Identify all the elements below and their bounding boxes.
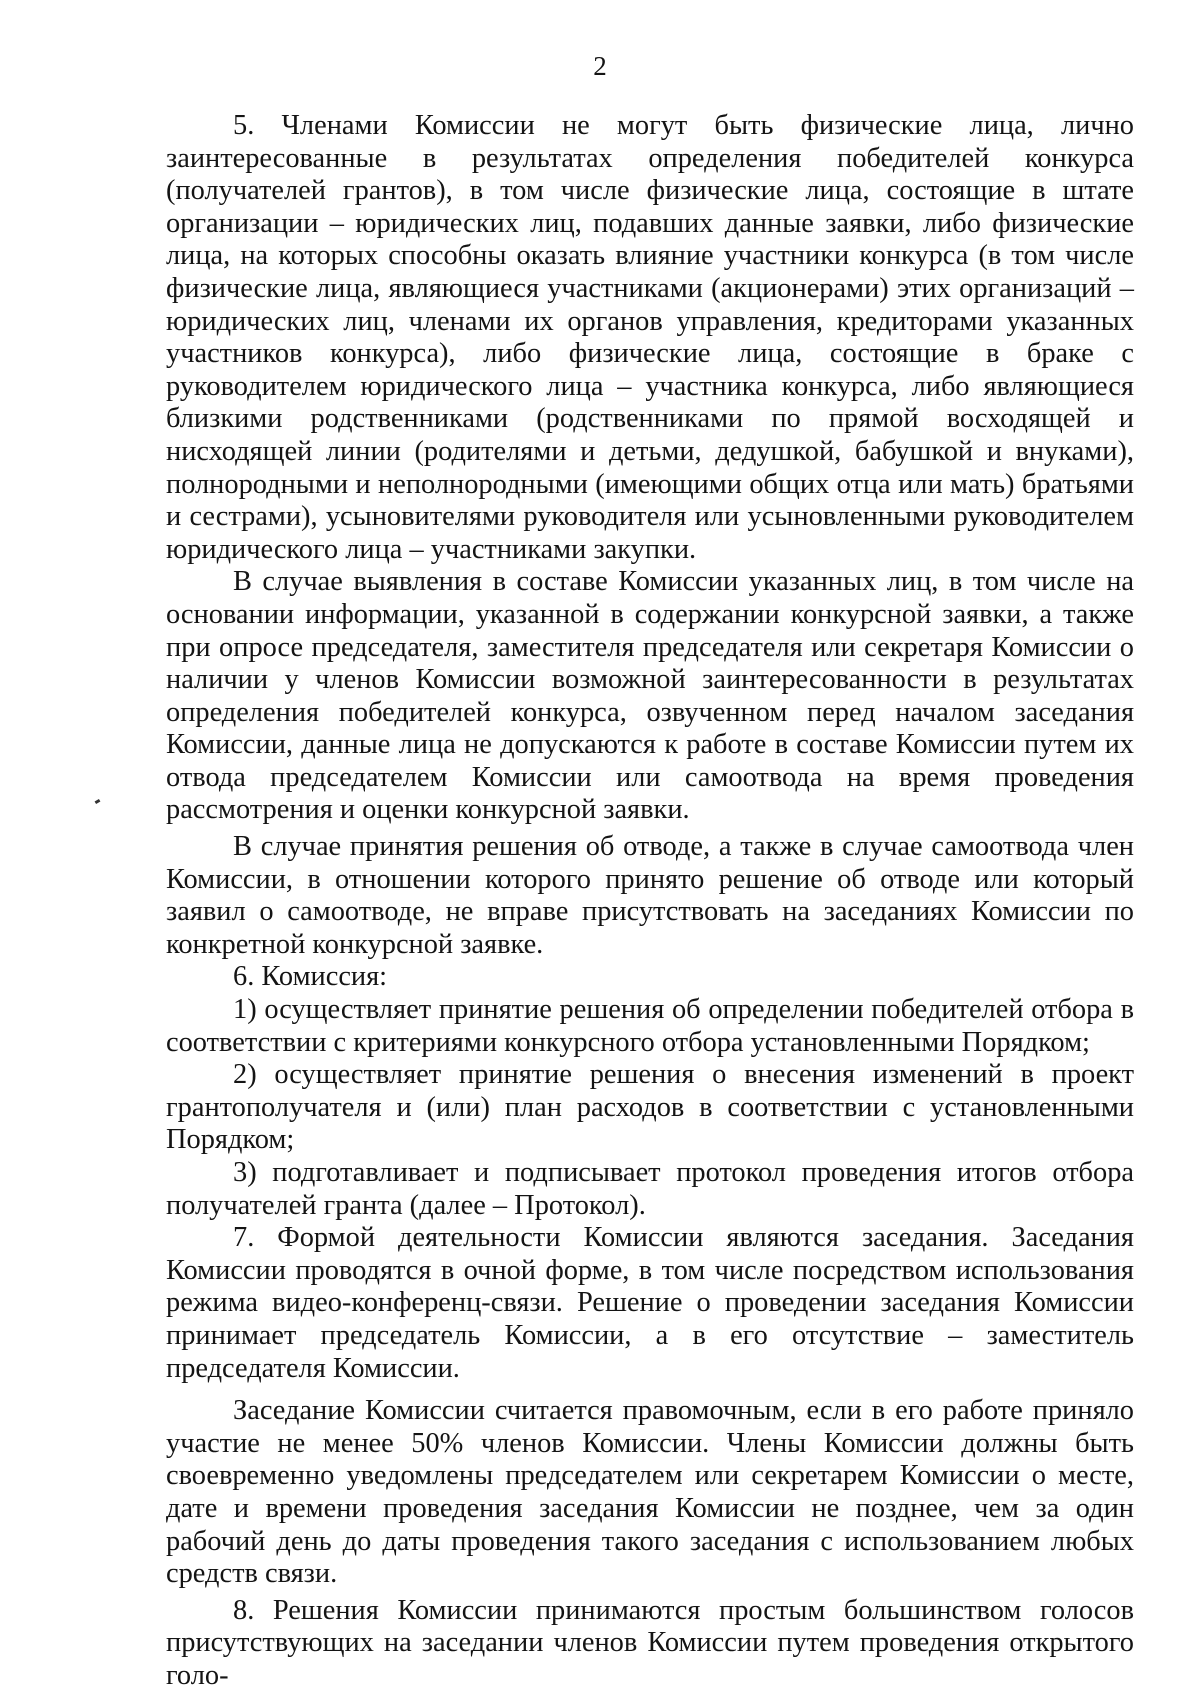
- list-item-3: 3) подготавливает и подписывает протокол проведения итогов отбора получателей гранта (далее – Протокол).: [166, 1157, 1134, 1221]
- scan-speck: [95, 799, 101, 804]
- paragraph-8-decisions: 8. Решения Комиссии принимаются простым большинством голосов присутствующих на заседании членов Комиссии путем проведения открытого голо-: [166, 1594, 1134, 1691]
- paragraph-7-meetings: 7. Формой деятельности Комиссии являются заседания. Заседания Комиссии проводятся в очной форме, в том числе посредством использования режима видео-конференц-связи. Решение о проведении заседания Комиссии принимает председатель Комиссии, а в его отсутствие – заместитель председателя Комиссии.: [166, 1222, 1134, 1384]
- paragraph-6-commission: 6. Комиссия:: [233, 961, 388, 993]
- paragraph-5-members: 5. Членами Комиссии не могут быть физические лица, лично заинтересованные в результатах определения победителей конкурса (получателей грантов), в том числе физические лица, состоящие в штате организации – юридических лиц, подавших данные заявки, либо физические лица, на которых способны оказать влияние участники конкурса (в том числе физические лица, являющиеся участниками (акционерами) этих организаций – юридических лиц, членами их органов управления, кредиторами указанных участников конкурса), либо физические лица, состоящие в браке с руководителем юридического лица – участника конкурса, либо являющиеся близкими родственниками (родственниками по прямой восходящей и нисходящей линии (родителями и детьми, дедушкой, бабушкой и внуками), полнородными и неполнородными (имеющими общих отца или мать) братьями и сестрами), усыновителями руководителя или усыновленными руководителем юридического лица – участниками закупки.: [166, 110, 1134, 565]
- list-item-2: 2) осуществляет принятие решения о внесения изменений в проект грантополучателя и (или) план расходов в соответствии с установленными Порядком;: [166, 1059, 1134, 1156]
- paragraph-identification: В случае выявления в составе Комиссии указанных лиц, в том числе на основании информации, указанной в содержании конкурсной заявки, а также при опросе председателя, заместителя председателя или секретаря Комиссии о наличии у членов Комиссии возможной заинтересованности в результатах определения победителей конкурса, озвученном перед началом заседания Комиссии, данные лица не допускаются к работе в составе Комиссии путем их отвода председателем Комиссии или самоотвода на время проведения рассмотрения и оценки конкурсной заявки.: [166, 566, 1134, 826]
- list-item-1: 1) осуществляет принятие решения об определении победителей отбора в соответствии с критериями конкурсного отбора установленными Порядком;: [166, 994, 1134, 1058]
- page-number: 2: [593, 51, 607, 81]
- paragraph-recusal: В случае принятия решения об отводе, а также в случае самоотвода член Комиссии, в отношении которого принято решение об отводе или который заявил о самоотводе, не вправе присутствовать на заседаниях Комиссии по конкретной конкурсной заявке.: [166, 831, 1134, 960]
- document-body: [166, 110, 1134, 1693]
- paragraph-quorum: Заседание Комиссии считается правомочным, если в его работе приняло участие не менее 50% членов Комиссии. Члены Комиссии должны быть своевременно уведомлены председателем или секретарем Комиссии о месте, дате и времени проведения заседания Комиссии не позднее, чем за один рабочий день до даты проведения такого заседания с использованием любых средств связи.: [166, 1395, 1134, 1590]
